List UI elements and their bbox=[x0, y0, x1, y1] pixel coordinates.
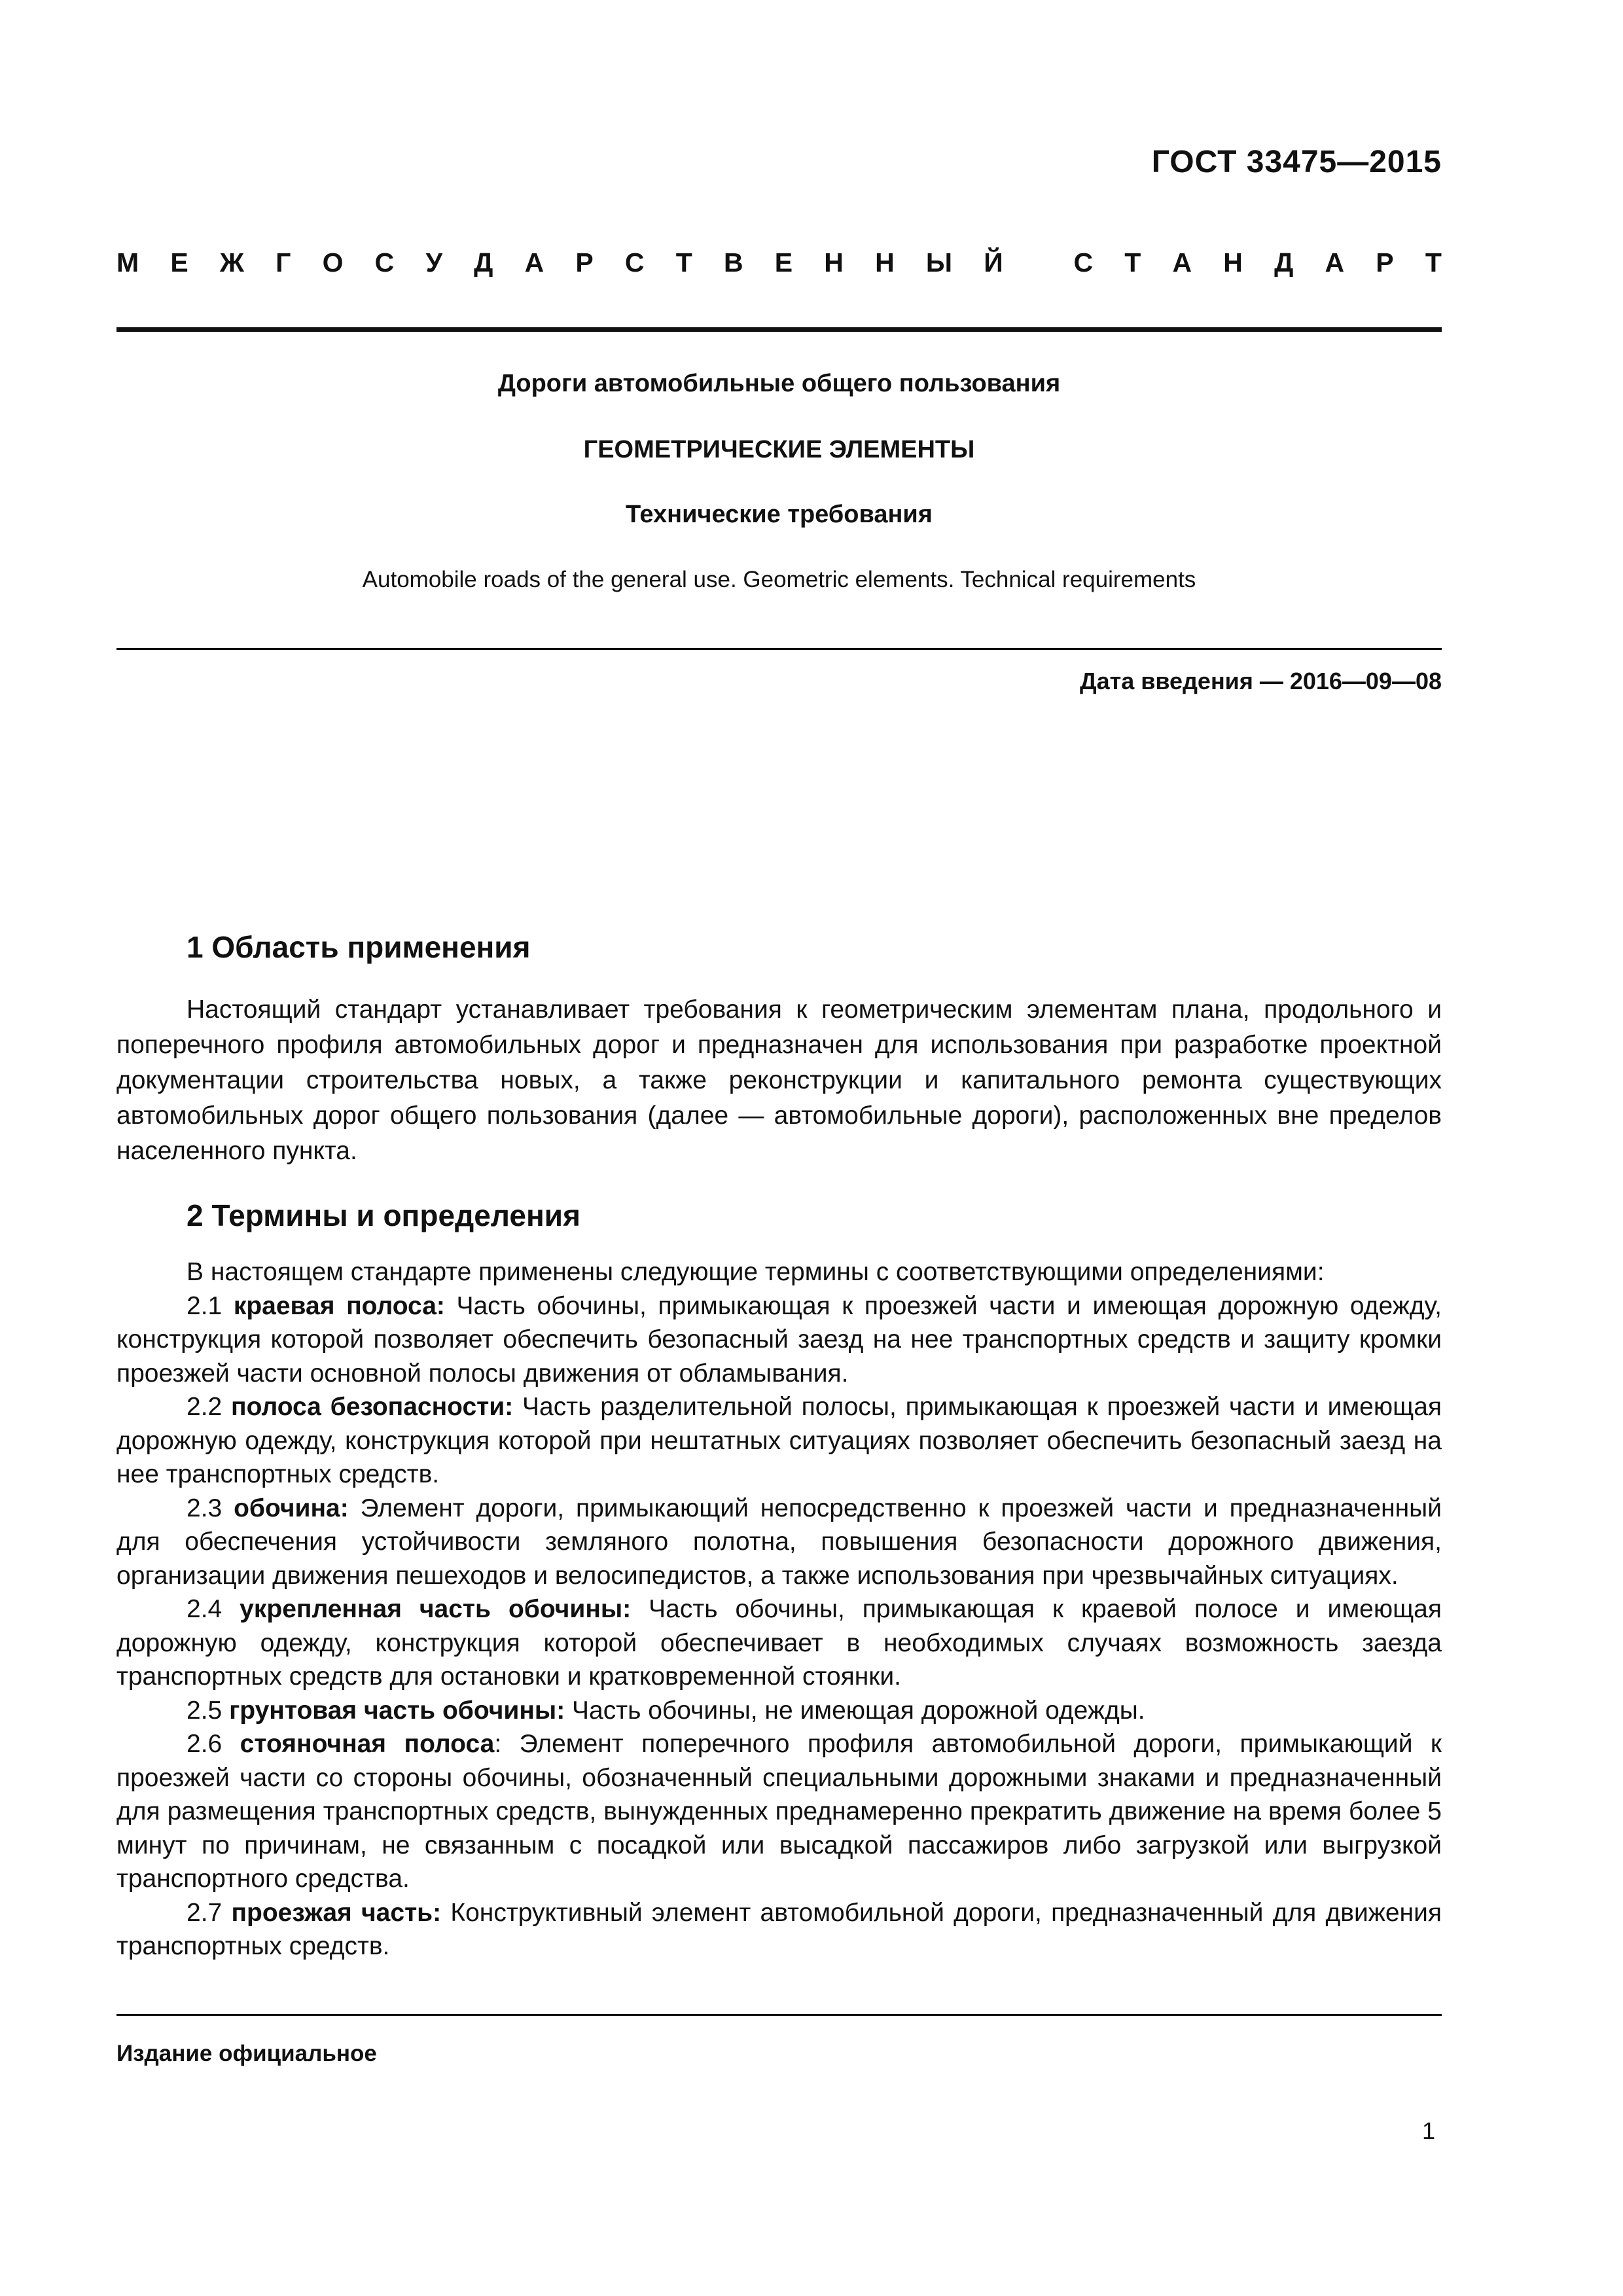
banner-letter: Ы bbox=[925, 247, 953, 278]
page-number: 1 bbox=[1421, 2117, 1435, 2144]
banner-letter: А bbox=[1172, 247, 1192, 278]
banner-letter: С bbox=[624, 247, 645, 278]
document-title: Дороги автомобильные общего пользования bbox=[497, 370, 1061, 397]
definition-item: 2.4 укрепленная часть обочины: Часть обочины, примыкающая к краевой полосе и имеющая дорожную одежду, конструкция которой обеспечивает в необходимых случаях возможность заезда транспортных средств для остановки и кратковременной стоянки. bbox=[116, 1595, 1442, 1691]
title-divider bbox=[116, 648, 1442, 650]
banner-letter: Е bbox=[170, 247, 188, 278]
banner-letter: Д bbox=[1274, 247, 1294, 278]
defined-term: стояночная полоса bbox=[240, 1730, 495, 1758]
defined-term: укрепленная часть обочины: bbox=[240, 1595, 632, 1623]
defined-term: грунтовая часть обочины: bbox=[229, 1696, 565, 1725]
english-title: Automobile roads of the general use. Geometric elements. Technical requirements bbox=[362, 567, 1196, 592]
definition-item: 2.6 стояночная полоса: Элемент поперечного профиля автомобильной дороги, примыкающий к проезжей части со стороны обочины, обозначенный специальными дорожными знаками и предназначенный для размещения транспортных средств, вынужденных преднамеренно прекратить движение на время более 5 минут по причинам, не связанным с посадкой или высадкой пассажиров либо загрузкой или выгрузкой транспортного средства. bbox=[116, 1730, 1442, 1893]
banner-letter: Н bbox=[1223, 247, 1243, 278]
banner-letter: В bbox=[723, 247, 743, 278]
defined-term: полоса безопасности: bbox=[231, 1393, 514, 1421]
section-heading-scope: 1 Область применения bbox=[187, 930, 531, 964]
document-subtitle-2: Технические требования bbox=[626, 501, 933, 528]
banner-letter: А bbox=[524, 247, 544, 278]
document-subtitle: ГЕОМЕТРИЧЕСКИЕ ЭЛЕМЕНТЫ bbox=[583, 436, 975, 463]
definitions-intro: В настоящем стандарте применены следующие термины с соответствующими определениями: bbox=[187, 1258, 1325, 1286]
defined-term: проезжая часть: bbox=[231, 1898, 442, 1927]
definition-item: 2.5 грунтовая часть обочины: Часть обочины, не имеющая дорожной одежды. bbox=[187, 1696, 1145, 1725]
definitions-list bbox=[116, 1255, 1442, 1964]
banner-letter: У bbox=[425, 247, 442, 278]
banner-gap bbox=[1035, 247, 1042, 278]
official-edition-label: Издание официальное bbox=[116, 2041, 377, 2066]
banner-letter: Т bbox=[1124, 247, 1141, 278]
section-heading-terms: 2 Термины и определения bbox=[187, 1198, 580, 1232]
defined-term: обочина: bbox=[234, 1494, 349, 1522]
banner-letter: М bbox=[116, 247, 139, 278]
banner-letter: С bbox=[374, 247, 395, 278]
standard-type-banner bbox=[116, 247, 1442, 278]
banner-letter: Р bbox=[575, 247, 594, 278]
banner-letter: Н bbox=[875, 247, 895, 278]
definition-item: 2.2 полоса безопасности: Часть разделительной полосы, примыкающая к проезжей части и имеющая дорожную одежду, конструкция которой при нештатных ситуациях позволяет обеспечить безопасный заезд на нее транспортных средств. bbox=[116, 1393, 1442, 1488]
footer-divider bbox=[116, 2014, 1442, 2016]
banner-letter: Д bbox=[474, 247, 493, 278]
standard-number: ГОСТ 33475—2015 bbox=[1151, 145, 1442, 179]
banner-letter: О bbox=[322, 247, 344, 278]
banner-letter: Т bbox=[1425, 247, 1442, 278]
banner-letter: Р bbox=[1376, 247, 1394, 278]
banner-letter: А bbox=[1325, 247, 1345, 278]
banner-letter: Т bbox=[675, 247, 692, 278]
definition-item: 2.7 проезжая часть: Конструктивный элемент автомобильной дороги, предназначенный для движения транспортных средств. bbox=[116, 1898, 1442, 1960]
banner-letter: Г bbox=[276, 247, 291, 278]
banner-letter: Е bbox=[774, 247, 793, 278]
defined-term: краевая полоса: bbox=[233, 1291, 445, 1320]
banner-letter: Й bbox=[984, 247, 1003, 278]
banner-letter: С bbox=[1073, 247, 1094, 278]
banner-letter: Ж bbox=[219, 247, 244, 278]
header-divider bbox=[116, 327, 1442, 332]
scope-paragraph: Настоящий стандарт устанавливает требования к геометрическим элементам плана, продольного и поперечного профиля автомобильных дорог и предназначен для использования при разработке проектной документации строительства новых, а также реконструкции и капитального ремонта существующих автомобильных дорог общего пользования (далее — автомобильные дороги), расположенных вне пределов населенного пункта. bbox=[116, 996, 1442, 1165]
banner-letter: Н bbox=[824, 247, 844, 278]
definition-item: 2.1 краевая полоса: Часть обочины, примыкающая к проезжей части и имеющая дорожную одежду, конструкция которой позволяет обеспечить безопасный заезд на нее транспортных средств и защиту кромки проезжей части основной полосы движения от обламывания. bbox=[116, 1291, 1442, 1388]
introduction-date: Дата введения — 2016—09—08 bbox=[1079, 668, 1442, 694]
definition-item: 2.3 обочина: Элемент дороги, примыкающий непосредственно к проезжей части и предназначенный для обеспечения устойчивости земляного полотна, повышения безопасности дорожного движения, организации движения пешеходов и велосипедистов, а также использования при чрезвычайных ситуациях. bbox=[116, 1494, 1442, 1590]
